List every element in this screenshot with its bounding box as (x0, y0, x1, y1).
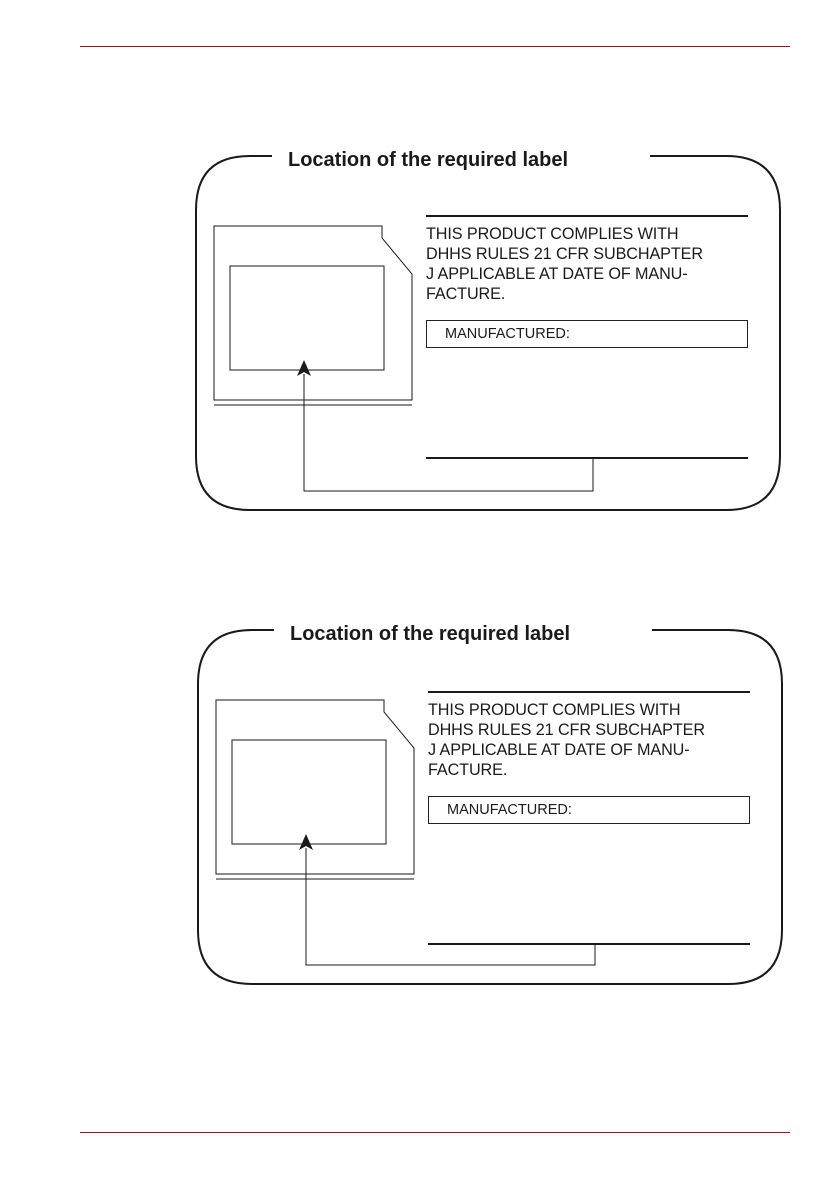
drive-label-area (232, 740, 386, 844)
label-location-figure-1 (190, 148, 790, 518)
label-location-figure-2 (192, 622, 792, 992)
manufactured-box: MANUFACTURED: (426, 320, 748, 348)
compliance-text (426, 224, 703, 304)
footer-rule (80, 1132, 790, 1133)
figure-title: Location of the required label (280, 148, 576, 172)
figure-title: Location of the required label (282, 622, 578, 646)
compliance-line: J APPLICABLE AT DATE OF MANU- (426, 265, 688, 283)
manufactured-box: MANUFACTURED: (428, 796, 750, 824)
compliance-line: DHHS RULES 21 CFR SUBCHAPTER (426, 245, 703, 263)
compliance-line: DHHS RULES 21 CFR SUBCHAPTER (428, 721, 705, 739)
compliance-line: FACTURE. (426, 285, 506, 303)
pointer-line (306, 848, 595, 965)
arrow-head-icon (299, 834, 313, 850)
compliance-text (428, 700, 705, 780)
compliance-line: THIS PRODUCT COMPLIES WITH (426, 225, 679, 243)
drive-outline (214, 226, 412, 400)
header-rule (80, 46, 790, 47)
arrow-head-icon (297, 360, 311, 376)
compliance-line: THIS PRODUCT COMPLIES WITH (428, 701, 681, 719)
drive-outline (216, 700, 414, 874)
drive-label-area (230, 266, 384, 370)
compliance-line: J APPLICABLE AT DATE OF MANU- (428, 741, 690, 759)
compliance-line: FACTURE. (428, 761, 508, 779)
pointer-line (304, 374, 593, 491)
